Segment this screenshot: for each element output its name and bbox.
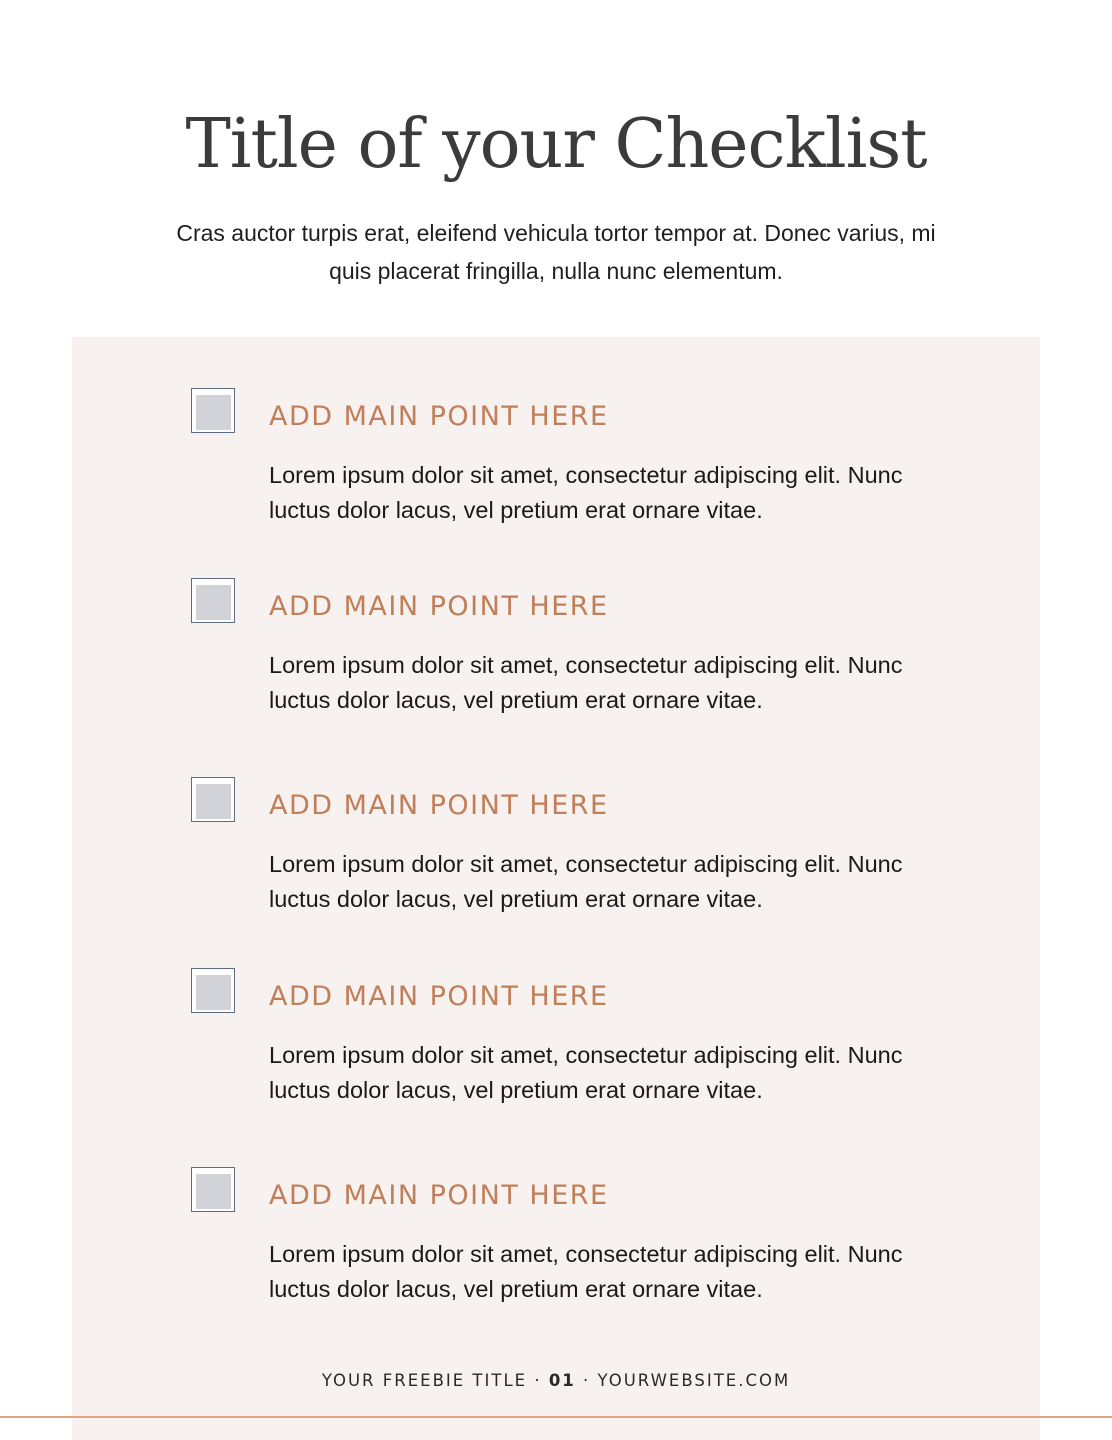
- checklist-panel: [72, 337, 1040, 1440]
- checklist-item: [72, 917, 1040, 1103]
- checkbox[interactable]: [191, 968, 235, 1013]
- checklist-item-heading: ADD MAIN POINT HERE: [269, 790, 609, 821]
- footer-website-link[interactable]: YOURWEBSITE.COM: [597, 1371, 791, 1390]
- checkbox-fill: [196, 784, 231, 819]
- checkbox-fill: [196, 1174, 231, 1209]
- checkbox-fill: [196, 395, 231, 430]
- footer-rule: [0, 1416, 1112, 1418]
- footer-freebie-title: YOUR FREEBIE TITLE: [321, 1371, 528, 1390]
- page-footer: [0, 1371, 1112, 1390]
- checkbox-fill: [196, 975, 231, 1010]
- checkbox[interactable]: [191, 1167, 235, 1212]
- checklist-item-heading: ADD MAIN POINT HERE: [269, 401, 609, 432]
- checkbox[interactable]: [191, 777, 235, 822]
- checklist-item-heading: ADD MAIN POINT HERE: [269, 591, 609, 622]
- checklist-item-body: Lorem ipsum dolor sit amet, consectetur adipiscing elit. Nunc luctus dolor lacus, vel pretium erat ornare vitae.: [269, 851, 903, 912]
- footer-separator: ·: [534, 1371, 542, 1390]
- checkbox[interactable]: [191, 578, 235, 623]
- checklist-item: [72, 527, 1040, 713]
- checklist-item-body: Lorem ipsum dolor sit amet, consectetur adipiscing elit. Nunc luctus dolor lacus, vel pretium erat ornare vitae.: [269, 1042, 903, 1103]
- checklist-item-body: Lorem ipsum dolor sit amet, consectetur adipiscing elit. Nunc luctus dolor lacus, vel pretium erat ornare vitae.: [269, 1241, 903, 1302]
- page-number: 01: [548, 1371, 576, 1390]
- checklist-item-body: Lorem ipsum dolor sit amet, consectetur adipiscing elit. Nunc luctus dolor lacus, vel pretium erat ornare vitae.: [269, 462, 903, 523]
- checklist-item-heading: ADD MAIN POINT HERE: [269, 981, 609, 1012]
- checklist-item: [72, 1116, 1040, 1302]
- page-subtitle: Cras auctor turpis erat, eleifend vehicula tortor tempor at. Donec varius, mi quis placerat fringilla, nulla nunc elementum.: [176, 220, 936, 284]
- checklist-item: [72, 337, 1040, 523]
- page-title: Title of your Checklist: [185, 105, 927, 184]
- checklist-item-body: Lorem ipsum dolor sit amet, consectetur adipiscing elit. Nunc luctus dolor lacus, vel pretium erat ornare vitae.: [269, 652, 903, 713]
- checkbox[interactable]: [191, 388, 235, 433]
- checkbox-fill: [196, 585, 231, 620]
- checklist-item: [72, 726, 1040, 912]
- checklist-item-heading: ADD MAIN POINT HERE: [269, 1180, 609, 1211]
- footer-separator: ·: [583, 1371, 591, 1390]
